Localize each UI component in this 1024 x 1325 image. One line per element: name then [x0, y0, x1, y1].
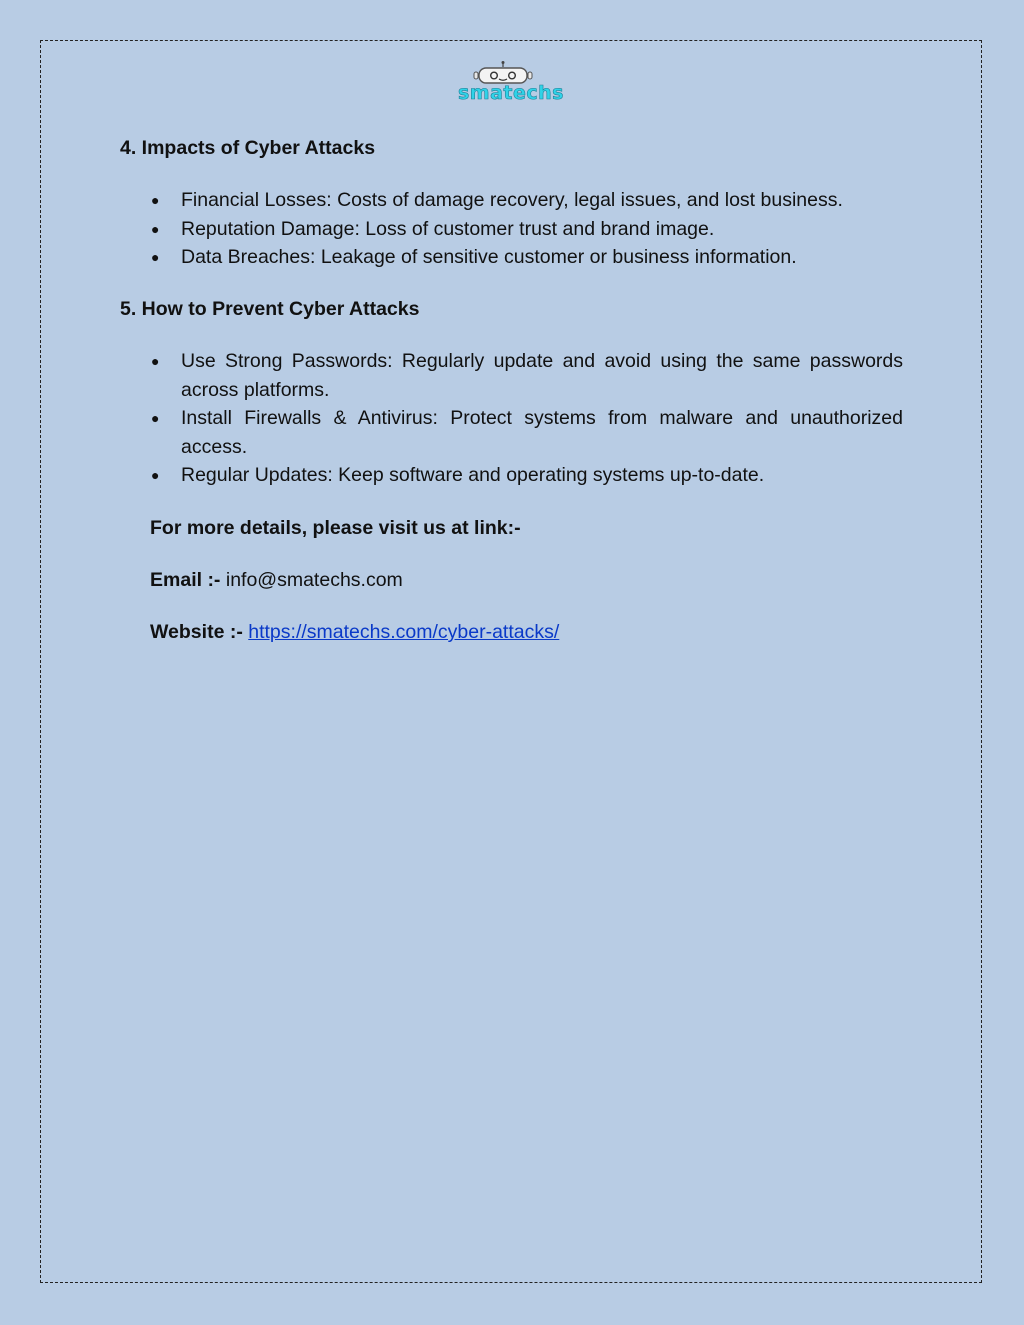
list-item-text: Install Firewalls & Antivirus: Protect systems from malware and unauthorized access. [181, 407, 903, 458]
list-item-text: Use Strong Passwords: Regularly update and avoid using the same passwords across platforms. [181, 350, 903, 401]
smatechs-logo [430, 60, 592, 106]
logo-wordmark: smatechs [458, 82, 564, 104]
list-item-text: Reputation Damage: Loss of customer trust and brand image. [181, 217, 715, 240]
list-item-text: Financial Losses: Costs of damage recovery, legal issues, and lost business. [181, 189, 843, 211]
email-line [150, 568, 403, 592]
list-item [150, 243, 903, 272]
bullet-icon: ● [151, 467, 160, 483]
details-intro-text: For more details, please visit us at link:- [150, 517, 521, 539]
website-link[interactable]: https://smatechs.com/cyber-attacks/ [248, 621, 560, 643]
list-item-text: Regular Updates: Keep software and operating systems up-to-date. [181, 464, 765, 486]
robot-head-icon [430, 60, 592, 84]
list-item [150, 215, 903, 244]
list-item [150, 461, 903, 490]
section-heading-impacts: 4. Impacts of Cyber Attacks [120, 137, 376, 159]
email-value: info@smatechs.com [225, 569, 403, 591]
section-heading-prevention: 5. How to Prevent Cyber Attacks [120, 298, 420, 320]
details-intro [150, 516, 521, 540]
bullet-icon: ● [151, 220, 160, 237]
list-item-text: Data Breaches: Leakage of sensitive customer or business information. [181, 246, 797, 268]
bullet-icon: ● [151, 353, 160, 369]
bullet-icon: ● [151, 192, 160, 208]
website-line [150, 620, 559, 644]
prevention-list [150, 347, 903, 490]
list-item [150, 186, 903, 215]
website-label: Website :- [150, 621, 243, 643]
bullet-icon: ● [151, 410, 160, 426]
impacts-list [150, 186, 903, 272]
list-item [150, 347, 903, 404]
email-label: Email :- [150, 569, 221, 591]
bullet-icon: ● [151, 249, 160, 265]
list-item [150, 404, 903, 461]
